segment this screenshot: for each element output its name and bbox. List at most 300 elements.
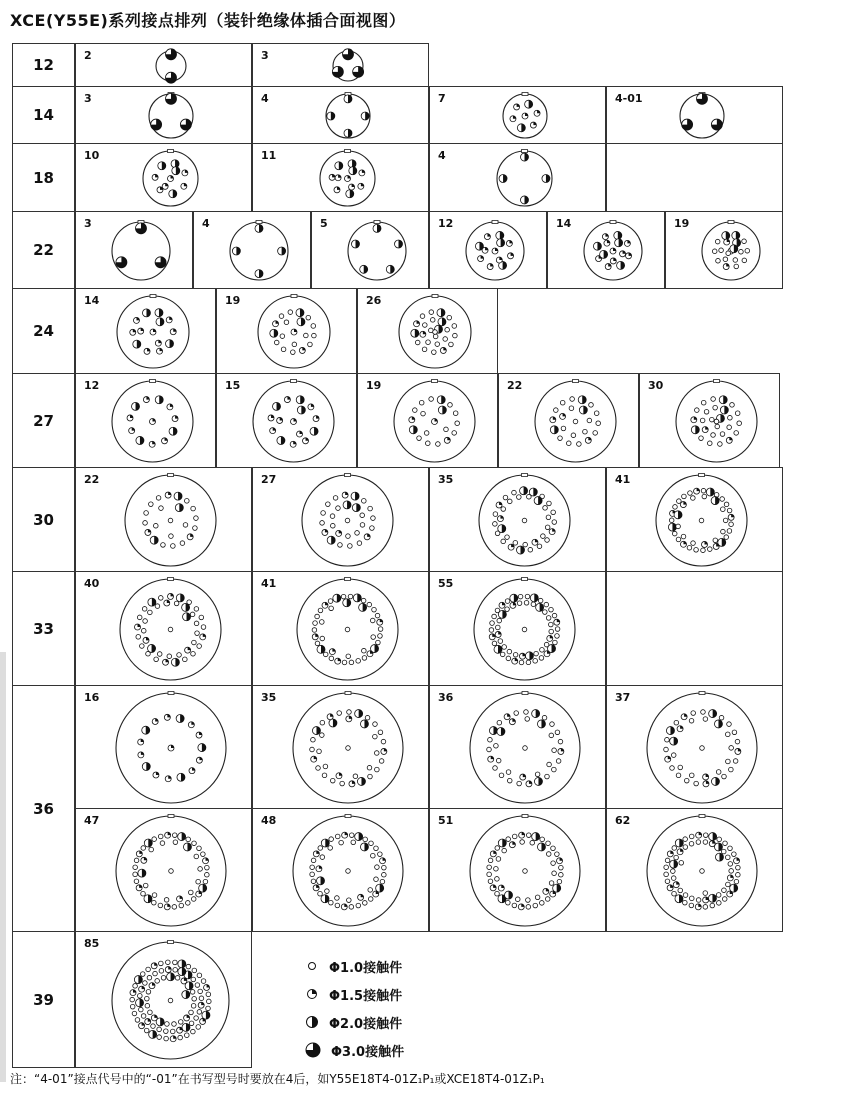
contact-pin <box>724 502 729 507</box>
contact-pin <box>373 877 378 882</box>
contact-pin <box>169 534 174 539</box>
contact-pin <box>140 891 145 896</box>
contact-pin <box>496 502 502 508</box>
connector-face <box>294 576 401 683</box>
contact-pin <box>360 523 365 528</box>
contact-pin <box>194 516 199 521</box>
contact-pin <box>525 781 531 787</box>
contact-pin <box>150 119 161 130</box>
contact-pin <box>150 419 156 425</box>
contact-pin <box>148 598 156 606</box>
arrangement-cell <box>429 211 547 289</box>
contact-pin <box>346 190 354 198</box>
contact-pin <box>295 309 303 317</box>
contact-pin <box>724 239 730 245</box>
contact-pin <box>143 981 148 986</box>
contact-pin <box>664 737 669 742</box>
contact-pin <box>274 340 279 345</box>
contact-pin <box>687 545 692 550</box>
contact-pin <box>552 613 557 618</box>
contact-pin <box>690 711 695 716</box>
contact-pin <box>328 837 333 842</box>
contact-pin <box>726 891 732 897</box>
connector-face <box>323 91 373 141</box>
contact-pin <box>329 606 334 611</box>
contact-pin <box>288 310 293 315</box>
contact-pin <box>711 777 719 785</box>
contact-pin <box>182 170 188 176</box>
arrangement-cell <box>665 211 783 289</box>
contact-pin <box>523 710 528 715</box>
contact-pin <box>140 972 145 977</box>
contact-pin <box>165 492 171 498</box>
contact-pin <box>490 851 496 857</box>
contact-pin <box>494 891 499 896</box>
contact-pin <box>489 727 497 735</box>
contact-pin <box>729 522 734 527</box>
key-notch <box>168 941 174 944</box>
key-notch <box>699 815 705 818</box>
contact-pin <box>171 658 179 666</box>
contact-pin <box>368 841 373 846</box>
contact-pin <box>522 518 527 523</box>
contact-pin <box>357 541 362 546</box>
arrangement-cell <box>606 143 783 212</box>
contact-pin <box>164 1029 169 1034</box>
contact-pin <box>578 396 586 404</box>
contact-pin <box>702 427 708 433</box>
contact-pin <box>593 431 598 436</box>
contact-pin <box>713 405 718 410</box>
contact-pin <box>323 652 328 657</box>
contact-pin <box>524 717 529 722</box>
contact-pin <box>328 599 333 604</box>
key-notch <box>522 578 528 581</box>
contact-pin <box>322 602 328 608</box>
contact-pin <box>667 885 673 891</box>
key-notch <box>291 295 297 298</box>
arrangement-cell <box>252 685 429 809</box>
contact-pin <box>310 324 315 329</box>
contact-pin <box>196 846 201 851</box>
contact-pin <box>494 645 502 653</box>
contact-pin <box>136 436 144 444</box>
contact-pin <box>602 234 608 240</box>
contact-pin <box>137 739 143 745</box>
contact-pin <box>374 767 379 772</box>
contact-pin <box>201 625 206 630</box>
contact-pin <box>673 855 678 860</box>
contact-pin <box>519 774 525 780</box>
contact-pin <box>522 746 527 751</box>
contact-pin <box>175 504 183 512</box>
contact-pin <box>197 1010 202 1015</box>
contact-pin <box>255 224 263 232</box>
contact-pin <box>348 544 353 549</box>
contact-pin <box>712 249 717 254</box>
contact-pin <box>156 496 161 501</box>
contact-pin <box>189 1010 194 1015</box>
contact-pin <box>589 403 594 408</box>
contact-pin <box>351 240 359 248</box>
arrangement-cell <box>75 43 252 87</box>
arrangement-cell <box>429 143 606 212</box>
contact-pin <box>368 506 373 511</box>
contact-pin <box>312 634 318 640</box>
connector-face <box>396 293 474 371</box>
contact-1-5-icon <box>305 987 319 1001</box>
contact-pin <box>280 334 285 339</box>
contact-pin <box>374 751 379 756</box>
contact-pin <box>183 523 188 528</box>
contact-pin <box>335 175 341 181</box>
contact-pin <box>429 397 434 402</box>
contact-pin <box>410 329 418 337</box>
contact-pin <box>152 174 158 180</box>
contact-pin <box>132 865 137 870</box>
contact-pin <box>666 727 674 735</box>
contact-pin <box>164 832 170 838</box>
contact-pin <box>546 762 551 767</box>
contact-pin <box>545 525 550 530</box>
contact-pin <box>130 1004 135 1009</box>
contact-pin <box>133 317 139 323</box>
contact-pin <box>442 337 447 342</box>
contact-pin <box>494 846 499 851</box>
contact-pin <box>735 872 740 877</box>
contact-pin <box>341 904 347 910</box>
arrangement-code: 35 <box>438 473 454 486</box>
contact-pin <box>356 659 361 664</box>
contact-pin <box>318 608 323 613</box>
contact-pin <box>530 122 536 128</box>
contact-pin <box>722 232 730 240</box>
arrangement-cell <box>216 373 357 468</box>
contact-pin <box>496 857 501 862</box>
contact-pin <box>141 1014 146 1019</box>
contact-pin <box>539 837 544 842</box>
contact-pin <box>497 239 505 247</box>
contact-pin <box>207 999 212 1004</box>
contact-pin <box>521 153 529 161</box>
contact-pin <box>547 501 552 506</box>
contact-pin <box>524 100 532 108</box>
contact-pin <box>191 977 196 982</box>
contact-pin <box>143 637 149 643</box>
contact-pin <box>310 427 318 435</box>
contact-pin <box>320 895 328 903</box>
contact-pin <box>322 773 327 778</box>
contact-pin <box>508 253 514 259</box>
contact-pin <box>675 839 683 847</box>
key-notch <box>699 692 705 695</box>
contact-pin <box>164 898 169 903</box>
contact-pin <box>373 846 378 851</box>
contact-pin <box>315 766 320 771</box>
contact-pin <box>732 730 737 735</box>
contact-pin <box>522 627 527 632</box>
contact-pin <box>553 640 558 645</box>
legend-label: Φ2.0接触件 <box>329 1016 403 1032</box>
contact-pin <box>550 861 555 866</box>
contact-pin <box>727 425 732 430</box>
contact-pin <box>345 627 350 632</box>
contact-pin <box>425 340 430 345</box>
contact-pin <box>177 833 185 841</box>
contact-pin <box>156 348 162 354</box>
contact-pin <box>434 342 439 347</box>
contact-pin <box>695 408 700 413</box>
contact-pin <box>728 514 734 520</box>
contact-pin <box>164 600 170 606</box>
key-notch <box>432 295 438 298</box>
contact-pin <box>558 436 563 441</box>
contact-pin <box>495 625 500 630</box>
contact-pin <box>166 317 172 323</box>
contact-pin <box>671 846 676 851</box>
contact-pin <box>523 542 528 547</box>
arrangement-code: 14 <box>84 294 100 307</box>
contact-pin <box>701 488 706 493</box>
contact-pin <box>702 774 708 780</box>
contact-pin <box>158 834 163 839</box>
contact-pin <box>555 634 560 639</box>
contact-pin <box>689 896 694 901</box>
arrangement-code: 10 <box>84 149 100 162</box>
contact-pin <box>305 315 310 320</box>
contact-pin <box>296 396 304 404</box>
contact-pin <box>232 247 240 255</box>
contact-pin <box>345 746 350 751</box>
contact-pin <box>375 613 380 618</box>
contact-pin <box>157 1027 162 1032</box>
contact-pin <box>182 1023 190 1031</box>
contact-pin <box>670 869 675 874</box>
contact-pin <box>135 624 141 630</box>
contact-pin <box>684 778 689 783</box>
contact-pin <box>191 1004 196 1009</box>
contact-pin <box>143 397 149 403</box>
key-notch <box>150 295 156 298</box>
contact-pin <box>159 961 164 966</box>
contact-pin <box>538 598 543 603</box>
contact-pin <box>437 396 445 404</box>
contact-pin <box>733 858 739 864</box>
contact-pin <box>727 846 732 851</box>
shell-size-label: 33 <box>12 571 75 686</box>
contact-pin <box>193 854 198 859</box>
contact-pin <box>148 610 153 615</box>
contact-pin <box>367 651 373 657</box>
contact-pin <box>173 960 178 965</box>
contact-pin <box>513 541 518 546</box>
contact-pin <box>153 971 158 976</box>
contact-pin <box>532 539 538 545</box>
contact-pin <box>489 628 494 633</box>
contact-pin <box>683 893 688 898</box>
contact-pin <box>487 264 493 270</box>
contact-pin <box>419 331 425 337</box>
contact-pin <box>180 119 191 130</box>
contact-pin <box>430 318 435 323</box>
contact-pin <box>711 497 719 505</box>
contact-pin <box>140 644 145 649</box>
contact-pin <box>453 411 458 416</box>
contact-pin <box>504 891 512 899</box>
contact-pin <box>353 594 361 602</box>
contact-pin <box>517 601 522 606</box>
arrangement-cell <box>429 86 606 144</box>
contact-pin <box>518 594 523 599</box>
contact-pin <box>376 640 381 645</box>
contact-pin <box>707 441 712 446</box>
contact-pin <box>184 1015 190 1021</box>
contact-pin <box>367 774 372 779</box>
contact-pin <box>154 309 162 317</box>
contact-pin <box>153 523 158 528</box>
arrangement-code: 3 <box>84 217 92 230</box>
contact-pin <box>702 891 707 896</box>
contact-pin <box>129 428 135 434</box>
contact-pin <box>549 622 554 627</box>
contact-pin <box>496 231 504 239</box>
connector-face <box>494 148 555 209</box>
contact-pin <box>536 603 544 611</box>
contact-pin <box>537 843 545 851</box>
contact-pin <box>371 516 376 521</box>
arrangement-code: 5 <box>320 217 328 230</box>
legend-item-2-0 <box>305 1008 404 1036</box>
contact-pin <box>703 717 708 722</box>
contact-pin <box>311 879 316 884</box>
arrangement-code: 40 <box>84 577 100 590</box>
contact-pin <box>346 654 351 659</box>
contact-pin <box>184 1033 189 1038</box>
contact-pin <box>279 314 284 319</box>
contact-pin <box>176 896 182 902</box>
contact-pin <box>532 903 537 908</box>
contact-pin <box>498 610 506 618</box>
arrangement-cell <box>75 571 252 686</box>
contact-pin <box>554 408 559 413</box>
contact-pin <box>192 968 197 973</box>
contact-pin <box>327 536 335 544</box>
contact-pin <box>425 441 430 446</box>
contact-pin <box>719 248 724 253</box>
contact-pin <box>674 720 679 725</box>
contact-pin <box>688 491 693 496</box>
arrangement-code: 36 <box>438 691 454 704</box>
contact-pin <box>296 318 304 326</box>
contact-pin <box>723 264 729 270</box>
contact-pin <box>138 994 143 999</box>
contact-pin <box>202 1011 210 1019</box>
contact-pin <box>277 436 285 444</box>
contact-pin <box>148 847 153 852</box>
contact-pin <box>303 438 309 444</box>
contact-pin <box>268 415 274 421</box>
contact-pin <box>570 397 575 402</box>
contact-pin <box>168 593 174 599</box>
shell-size-label: 39 <box>12 931 75 1068</box>
contact-pin <box>683 845 688 850</box>
contact-pin <box>699 869 704 874</box>
contact-pin <box>140 846 145 851</box>
contact-pin <box>130 990 136 996</box>
contact-pin <box>437 318 445 326</box>
contact-pin <box>172 905 177 910</box>
contact-pin <box>543 610 548 615</box>
contact-pin <box>172 416 178 422</box>
contact-pin <box>297 431 303 437</box>
contact-pin <box>709 841 715 847</box>
contact-pin <box>353 774 358 779</box>
contact-pin <box>566 441 571 446</box>
contact-pin <box>734 264 739 269</box>
contact-pin <box>734 431 739 436</box>
contact-pin <box>722 897 727 902</box>
contact-pin <box>172 1022 177 1027</box>
contact-pin <box>336 530 342 536</box>
contact-pin <box>204 984 210 990</box>
connector-face <box>109 939 232 1062</box>
contact-pin <box>558 739 563 744</box>
contact-pin <box>359 170 365 176</box>
contact-pin <box>381 739 386 744</box>
contact-pin <box>734 748 740 754</box>
key-notch <box>345 474 351 477</box>
contact-pin <box>583 429 588 434</box>
contact-pin <box>663 865 668 870</box>
contact-pin <box>191 651 196 656</box>
key-notch <box>256 221 262 224</box>
contact-pin <box>503 495 508 500</box>
key-notch <box>345 815 351 818</box>
contact-pin <box>144 1028 149 1033</box>
contact-pin <box>137 615 142 620</box>
contact-pin <box>317 891 322 896</box>
contact-pin <box>716 837 721 842</box>
contact-pin <box>557 748 563 754</box>
contact-pin <box>381 872 386 877</box>
contact-pin <box>349 184 355 190</box>
contact-pin <box>701 548 706 553</box>
contact-pin <box>696 840 701 845</box>
contact-pin <box>610 248 616 254</box>
contact-pin <box>323 764 328 769</box>
contact-pin <box>537 720 545 728</box>
contact-pin <box>702 541 708 547</box>
contact-pin <box>367 888 372 893</box>
contact-pin <box>696 898 701 903</box>
contact-pin <box>617 261 625 269</box>
contact-pin <box>499 175 507 183</box>
contact-pin <box>281 347 286 352</box>
contact-pin <box>497 720 502 725</box>
contact-pin <box>169 427 177 435</box>
contact-pin <box>313 851 319 857</box>
connector-face <box>255 293 333 371</box>
contact-pin <box>716 901 721 906</box>
arrangement-code: 4 <box>202 217 210 230</box>
contact-pin <box>540 648 545 653</box>
contact-pin <box>549 733 554 738</box>
contact-pin <box>165 340 173 348</box>
contact-pin <box>689 834 694 839</box>
arrangement-code: 16 <box>84 691 100 704</box>
contact-pin <box>539 901 544 906</box>
contact-pin <box>310 737 315 742</box>
